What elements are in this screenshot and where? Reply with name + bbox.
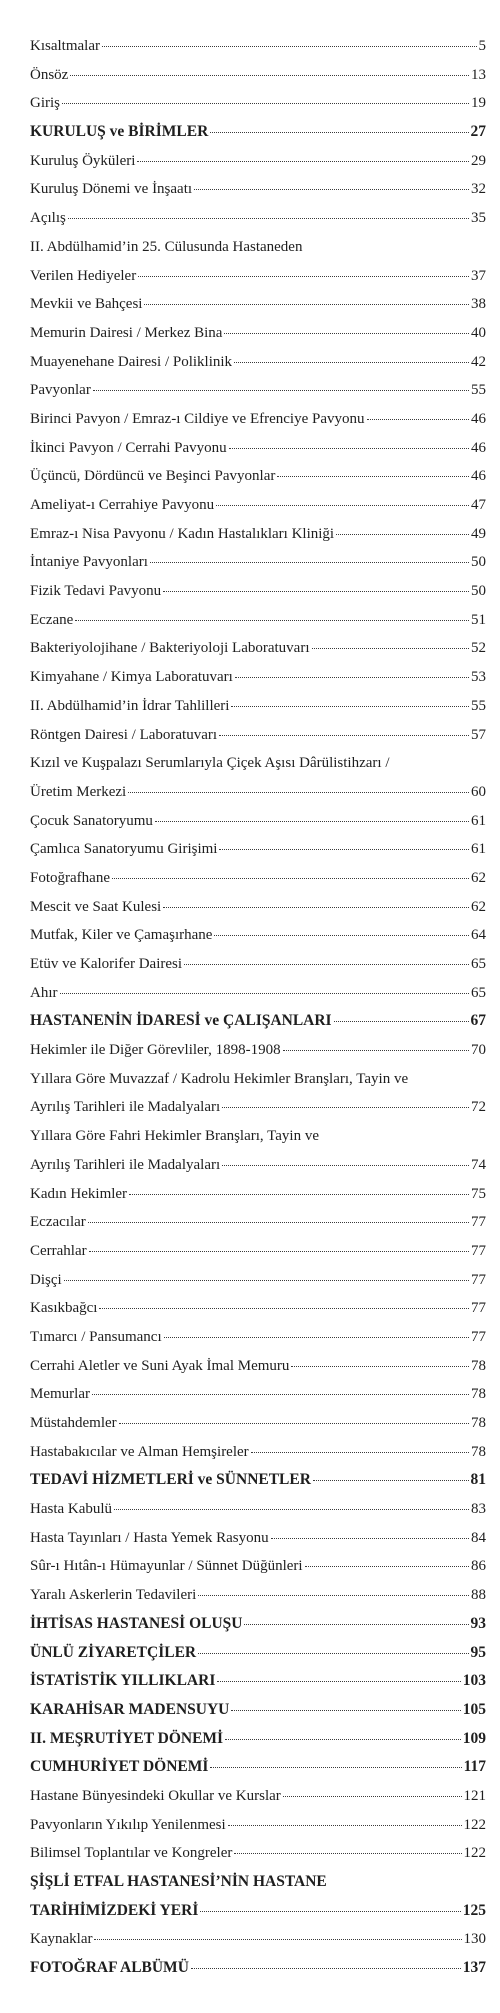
dot-leader xyxy=(312,648,470,649)
dot-leader xyxy=(219,735,469,736)
toc-section-heading xyxy=(30,1696,486,1725)
toc-entry xyxy=(30,950,486,979)
dot-leader xyxy=(222,1107,469,1108)
toc-page-number: 60 xyxy=(471,783,486,800)
toc-page-number: 88 xyxy=(471,1587,486,1604)
toc-entry xyxy=(30,1237,486,1266)
toc-entry xyxy=(30,61,486,90)
toc-entry xyxy=(30,721,486,750)
toc-entry-title: Emraz-ı Nisa Pavyonu / Kadın Hastalıkları Kliniği xyxy=(30,525,335,542)
toc-page-number: 125 xyxy=(462,1901,486,1919)
toc-entry-title: Hasta Tayınları / Hasta Yemek Rasyonu xyxy=(30,1529,269,1546)
toc-entry-title: Hasta Kabulü xyxy=(30,1501,113,1518)
toc-entry-title: TARİHİMİZDEKİ YERİ xyxy=(30,1901,199,1919)
dot-leader xyxy=(89,1251,469,1252)
toc-page-number: 95 xyxy=(470,1643,486,1661)
dot-leader xyxy=(129,1194,469,1195)
toc-page-number: 74 xyxy=(471,1156,486,1173)
toc-entry-continuation: Yıllara Göre Fahri Hekimler Branşları, Tayin ve xyxy=(30,1128,319,1145)
dot-leader xyxy=(234,362,469,363)
dot-leader xyxy=(144,304,469,305)
toc-page-number: 105 xyxy=(462,1700,486,1718)
toc-section-heading xyxy=(30,1725,486,1754)
toc-entry xyxy=(30,1925,486,1954)
toc-page-number: 83 xyxy=(471,1501,486,1518)
toc-entry xyxy=(30,1438,486,1467)
toc-page-number: 47 xyxy=(471,497,486,513)
toc-entry xyxy=(30,319,486,348)
table-of-contents xyxy=(30,32,486,1983)
toc-section-heading xyxy=(30,1007,486,1036)
dot-leader xyxy=(68,218,469,219)
dot-leader xyxy=(283,1796,462,1797)
toc-entry xyxy=(30,548,486,577)
toc-page-number: 53 xyxy=(471,669,486,686)
toc-entry xyxy=(30,262,486,291)
toc-entry xyxy=(30,1151,486,1180)
dot-leader xyxy=(367,419,470,420)
dot-leader xyxy=(198,1653,468,1654)
toc-page-number: 121 xyxy=(463,1787,486,1804)
toc-entry-title: Mutfak, Kiler ve Çamaşırhane xyxy=(30,927,213,944)
toc-page-number: 78 xyxy=(471,1415,486,1431)
toc-entry-title: Kuruluş Dönemi ve İnşaatı xyxy=(30,181,193,198)
dot-leader xyxy=(88,1222,469,1223)
toc-entry xyxy=(30,376,486,405)
toc-entry-title: Bakteriyolojihane / Bakteriyoloji Laboratuvarı xyxy=(30,640,310,657)
toc-entry xyxy=(30,1093,486,1122)
dot-leader xyxy=(291,1366,469,1367)
toc-entry-title: Dişçi xyxy=(30,1271,62,1288)
toc-entry-title: Mescit ve Saat Kulesi xyxy=(30,898,162,915)
toc-entry xyxy=(30,1323,486,1352)
toc-entry-title: Kadın Hekimler xyxy=(30,1185,128,1202)
toc-entry xyxy=(30,921,486,950)
toc-entry-title: Pavyonlar xyxy=(30,382,91,399)
toc-page-number: 49 xyxy=(471,525,486,542)
toc-entry-title: KURULUŞ ve BİRİMLER xyxy=(30,123,209,141)
dot-leader xyxy=(229,448,469,449)
toc-entry xyxy=(30,32,486,61)
dot-leader xyxy=(184,964,469,965)
toc-entry-title: Yaralı Askerlerin Tedavileri xyxy=(30,1587,197,1604)
toc-page-number: 65 xyxy=(471,956,486,972)
toc-entry-title: Açılış xyxy=(30,210,66,227)
toc-page-number: 122 xyxy=(463,1845,486,1862)
toc-entry xyxy=(30,348,486,377)
toc-entry-title: İntaniye Pavyonları xyxy=(30,554,148,571)
toc-entry-title: Kasıkbağcı xyxy=(30,1300,98,1317)
toc-entry-title: Giriş xyxy=(30,95,60,112)
dot-leader xyxy=(60,993,470,994)
toc-page-number: 117 xyxy=(463,1758,486,1776)
toc-section-heading xyxy=(30,1954,486,1983)
toc-entry-title: Önsöz xyxy=(30,66,69,83)
dot-leader xyxy=(231,706,469,707)
toc-entry xyxy=(30,1409,486,1438)
dot-leader xyxy=(235,677,469,678)
toc-section-heading xyxy=(30,1667,486,1696)
toc-entry xyxy=(30,807,486,836)
toc-entry-title: Hastabakıcılar ve Alman Hemşireler xyxy=(30,1443,249,1460)
toc-section-heading xyxy=(30,1610,486,1639)
toc-entry xyxy=(30,979,486,1008)
toc-entry-title: Memurin Dairesi / Merkez Bina xyxy=(30,324,223,341)
toc-page-number: 65 xyxy=(471,984,486,1001)
toc-entry xyxy=(30,290,486,319)
toc-entry-title: Ahır xyxy=(30,984,58,1001)
toc-entry xyxy=(30,692,486,721)
toc-entry-title: Çocuk Sanatoryumu xyxy=(30,812,153,829)
toc-page-number: 109 xyxy=(462,1729,486,1747)
toc-entry-title: İkinci Pavyon / Cerrahi Pavyonu xyxy=(30,439,227,456)
toc-entry xyxy=(30,1208,486,1237)
toc-page-number: 77 xyxy=(471,1242,486,1259)
toc-entry xyxy=(30,1524,486,1553)
toc-entry-title: İSTATİSTİK YILLIKLARI xyxy=(30,1672,216,1690)
toc-entry-title: Ameliyat-ı Cerrahiye Pavyonu xyxy=(30,497,215,513)
dot-leader xyxy=(75,620,469,621)
toc-entry xyxy=(30,1266,486,1295)
toc-entry xyxy=(30,204,486,233)
toc-page-number: 46 xyxy=(471,439,486,456)
toc-entry-title: Kaynaklar xyxy=(30,1931,93,1948)
toc-entry-continuation: ŞİŞLİ ETFAL HASTANESİ’NİN HASTANE xyxy=(30,1873,327,1890)
toc-entry-title: Kısaltmalar xyxy=(30,38,100,54)
toc-page-number: 46 xyxy=(471,410,486,427)
dot-leader xyxy=(313,1480,469,1481)
toc-entry xyxy=(30,1811,486,1840)
dot-leader xyxy=(138,276,469,277)
dot-leader xyxy=(225,1739,461,1740)
toc-page-number: 103 xyxy=(462,1672,486,1690)
toc-page-number: 27 xyxy=(470,123,486,141)
dot-leader xyxy=(222,1165,469,1166)
dot-leader xyxy=(92,1394,469,1395)
toc-entry xyxy=(30,462,486,491)
dot-leader xyxy=(277,476,469,477)
dot-leader xyxy=(128,792,469,793)
toc-entry-title: ÜNLÜ ZİYARETÇİLER xyxy=(30,1643,197,1661)
toc-page-number: 35 xyxy=(471,210,486,227)
toc-entry xyxy=(30,175,486,204)
dot-leader xyxy=(94,1939,461,1940)
toc-section-heading xyxy=(30,1639,486,1668)
toc-page-number: 67 xyxy=(470,1012,486,1030)
toc-page-number: 75 xyxy=(471,1185,486,1202)
dot-leader xyxy=(219,849,469,850)
toc-page-number: 37 xyxy=(471,267,486,284)
toc-entry xyxy=(30,89,486,118)
dot-leader xyxy=(112,878,469,879)
toc-entry xyxy=(30,835,486,864)
dot-leader xyxy=(231,1710,460,1711)
toc-page-number: 130 xyxy=(463,1931,486,1948)
toc-entry xyxy=(30,405,486,434)
toc-entry-title: Ayrılış Tarihleri ile Madalyaları xyxy=(30,1156,221,1173)
toc-page-number: 72 xyxy=(471,1099,486,1116)
toc-page-number: 70 xyxy=(471,1042,486,1059)
dot-leader xyxy=(198,1595,469,1596)
toc-entry xyxy=(30,1581,486,1610)
toc-entry-title: Eczacılar xyxy=(30,1214,86,1231)
toc-entry-title: Üçüncü, Dördüncü ve Beşinci Pavyonlar xyxy=(30,468,276,485)
toc-page-number: 50 xyxy=(471,554,486,571)
toc-entry xyxy=(30,1552,486,1581)
dot-leader xyxy=(93,390,469,391)
toc-entry-title: Hekimler ile Diğer Görevliler, 1898-1908 xyxy=(30,1042,281,1059)
toc-entry xyxy=(30,520,486,549)
toc-page-number: 61 xyxy=(471,812,486,829)
toc-entry xyxy=(30,1294,486,1323)
dot-leader xyxy=(336,534,469,535)
toc-page-number: 13 xyxy=(471,66,486,83)
toc-entry-title: II. MEŞRUTİYET DÖNEMİ xyxy=(30,1729,224,1747)
dot-leader xyxy=(271,1538,469,1539)
toc-page-number: 51 xyxy=(471,611,486,628)
toc-entry-title: Mevkii ve Bahçesi xyxy=(30,296,143,313)
toc-page-number: 50 xyxy=(471,583,486,600)
toc-entry-title: CUMHURİYET DÖNEMİ xyxy=(30,1758,209,1776)
dot-leader xyxy=(99,1308,469,1309)
toc-entry xyxy=(30,147,486,176)
toc-section-heading xyxy=(30,1753,486,1782)
toc-page-number: 5 xyxy=(478,38,486,54)
toc-page-number: 42 xyxy=(471,353,486,370)
dot-leader xyxy=(244,1624,468,1625)
toc-entry xyxy=(30,1839,486,1868)
toc-page-number: 81 xyxy=(470,1471,486,1489)
toc-entry-title: Röntgen Dairesi / Laboratuvarı xyxy=(30,726,218,743)
toc-entry-title: Ayrılış Tarihleri ile Madalyaları xyxy=(30,1099,221,1116)
toc-page-number: 77 xyxy=(471,1300,486,1317)
toc-section-heading xyxy=(30,118,486,147)
toc-entry-title: Etüv ve Kalorifer Dairesi xyxy=(30,956,183,972)
toc-page-number: 55 xyxy=(471,382,486,399)
toc-page-number: 64 xyxy=(471,927,486,944)
toc-section-heading xyxy=(30,1897,486,1926)
toc-entry xyxy=(30,663,486,692)
toc-entry-title: Fotoğrafhane xyxy=(30,869,110,886)
toc-page-number: 19 xyxy=(471,95,486,112)
toc-entry-continuation: II. Abdülhamid’in 25. Cülusunda Hastaneden xyxy=(30,238,303,255)
toc-entry-title: Çamlıca Sanatoryumu Girişimi xyxy=(30,841,218,858)
toc-page-number: 86 xyxy=(471,1558,486,1575)
dot-leader xyxy=(164,1337,469,1338)
toc-page-number: 93 xyxy=(470,1614,486,1632)
toc-entry xyxy=(30,1180,486,1209)
dot-leader xyxy=(305,1566,469,1567)
toc-entry-title: Sûr-ı Hıtân-ı Hümayunlar / Sünnet Düğünleri xyxy=(30,1558,303,1575)
dot-leader xyxy=(210,132,468,133)
dot-leader xyxy=(163,907,469,908)
toc-entry xyxy=(30,1380,486,1409)
toc-page-number: 77 xyxy=(471,1214,486,1231)
toc-entry-title: İHTİSAS HASTANESİ OLUŞU xyxy=(30,1614,243,1632)
toc-entry xyxy=(30,434,486,463)
toc-entry xyxy=(30,1495,486,1524)
toc-page-number: 46 xyxy=(471,468,486,485)
toc-entry-title: Bilimsel Toplantılar ve Kongreler xyxy=(30,1845,233,1862)
toc-page-number: 29 xyxy=(471,152,486,169)
toc-entry xyxy=(30,893,486,922)
toc-page-number: 122 xyxy=(463,1816,486,1833)
toc-page-number: 40 xyxy=(471,324,486,341)
toc-page-number: 84 xyxy=(471,1529,486,1546)
toc-entry xyxy=(30,778,486,807)
dot-leader xyxy=(224,333,469,334)
toc-entry-title: Verilen Hediyeler xyxy=(30,267,137,284)
dot-leader xyxy=(137,161,469,162)
toc-entry-title: Cerrahlar xyxy=(30,1242,87,1259)
toc-entry-title: Kuruluş Öyküleri xyxy=(30,152,136,169)
dot-leader xyxy=(64,1280,469,1281)
dot-leader xyxy=(155,821,469,822)
toc-entry xyxy=(30,1782,486,1811)
dot-leader xyxy=(70,75,469,76)
toc-entry-title: Muayenehane Dairesi / Poliklinik xyxy=(30,353,233,370)
toc-page-number: 57 xyxy=(471,726,486,743)
toc-entry-title: Pavyonların Yıkılıp Yenilenmesi xyxy=(30,1816,226,1833)
dot-leader xyxy=(234,1853,461,1854)
toc-entry xyxy=(30,1352,486,1381)
toc-page-number: 62 xyxy=(471,869,486,886)
dot-leader xyxy=(210,1767,461,1768)
toc-section-heading xyxy=(30,1466,486,1495)
dot-leader xyxy=(251,1452,469,1453)
dot-leader xyxy=(334,1021,469,1022)
toc-entry xyxy=(30,491,486,520)
toc-entry-title: KARAHİSAR MADENSUYU xyxy=(30,1700,230,1718)
toc-entry xyxy=(30,577,486,606)
toc-entry-title: HASTANENİN İDARESİ ve ÇALIŞANLARI xyxy=(30,1012,332,1030)
toc-page-number: 77 xyxy=(471,1271,486,1288)
toc-page-number: 137 xyxy=(462,1959,486,1977)
toc-entry-title: Üretim Merkezi xyxy=(30,783,127,800)
toc-entry xyxy=(30,1036,486,1065)
toc-entry-title: Eczane xyxy=(30,611,74,628)
toc-entry-continuation: Yıllara Göre Muvazzaf / Kadrolu Hekimler Branşları, Tayin ve xyxy=(30,1070,409,1087)
dot-leader xyxy=(216,505,469,506)
toc-entry-title: Fizik Tedavi Pavyonu xyxy=(30,583,162,600)
dot-leader xyxy=(200,1911,460,1912)
toc-page-number: 78 xyxy=(471,1357,486,1374)
toc-page-number: 78 xyxy=(471,1386,486,1403)
toc-entry-title: Memurlar xyxy=(30,1386,90,1403)
toc-entry-title: Kimyahane / Kimya Laboratuvarı xyxy=(30,669,233,686)
toc-page-number: 55 xyxy=(471,697,486,714)
dot-leader xyxy=(217,1681,460,1682)
toc-entry xyxy=(30,864,486,893)
dot-leader xyxy=(214,935,469,936)
toc-entry-title: Hastane Bünyesindeki Okullar ve Kurslar xyxy=(30,1787,281,1804)
toc-entry-title: II. Abdülhamid’in İdrar Tahlilleri xyxy=(30,697,230,714)
toc-page-number: 61 xyxy=(471,841,486,858)
dot-leader xyxy=(114,1509,469,1510)
toc-entry-title: Tımarcı / Pansumancı xyxy=(30,1328,162,1345)
toc-page-number: 32 xyxy=(471,181,486,198)
dot-leader xyxy=(283,1050,469,1051)
toc-page-number: 77 xyxy=(471,1328,486,1345)
toc-entry-continuation: Kızıl ve Kuşpalazı Serumlarıyla Çiçek Aşısı Dârülistihzarı / xyxy=(30,755,390,772)
toc-entry-title: Cerrahi Aletler ve Suni Ayak İmal Memuru xyxy=(30,1357,290,1374)
toc-page-number: 62 xyxy=(471,898,486,915)
dot-leader xyxy=(194,189,469,190)
dot-leader xyxy=(163,591,469,592)
toc-entry-title: TEDAVİ HİZMETLERİ ve SÜNNETLER xyxy=(30,1471,311,1489)
dot-leader xyxy=(62,103,469,104)
toc-page-number: 38 xyxy=(471,296,486,313)
toc-entry xyxy=(30,606,486,635)
toc-entry-title: Müstahdemler xyxy=(30,1415,117,1431)
dot-leader xyxy=(191,1968,461,1969)
toc-entry-title: FOTOĞRAF ALBÜMÜ xyxy=(30,1959,189,1977)
toc-page-number: 52 xyxy=(471,640,486,657)
toc-entry xyxy=(30,634,486,663)
dot-leader xyxy=(119,1423,469,1424)
dot-leader xyxy=(228,1825,462,1826)
dot-leader xyxy=(102,46,477,47)
dot-leader xyxy=(150,562,469,563)
toc-entry-title: Birinci Pavyon / Emraz-ı Cildiye ve Efrenciye Pavyonu xyxy=(30,410,365,427)
toc-page-number: 78 xyxy=(471,1443,486,1460)
